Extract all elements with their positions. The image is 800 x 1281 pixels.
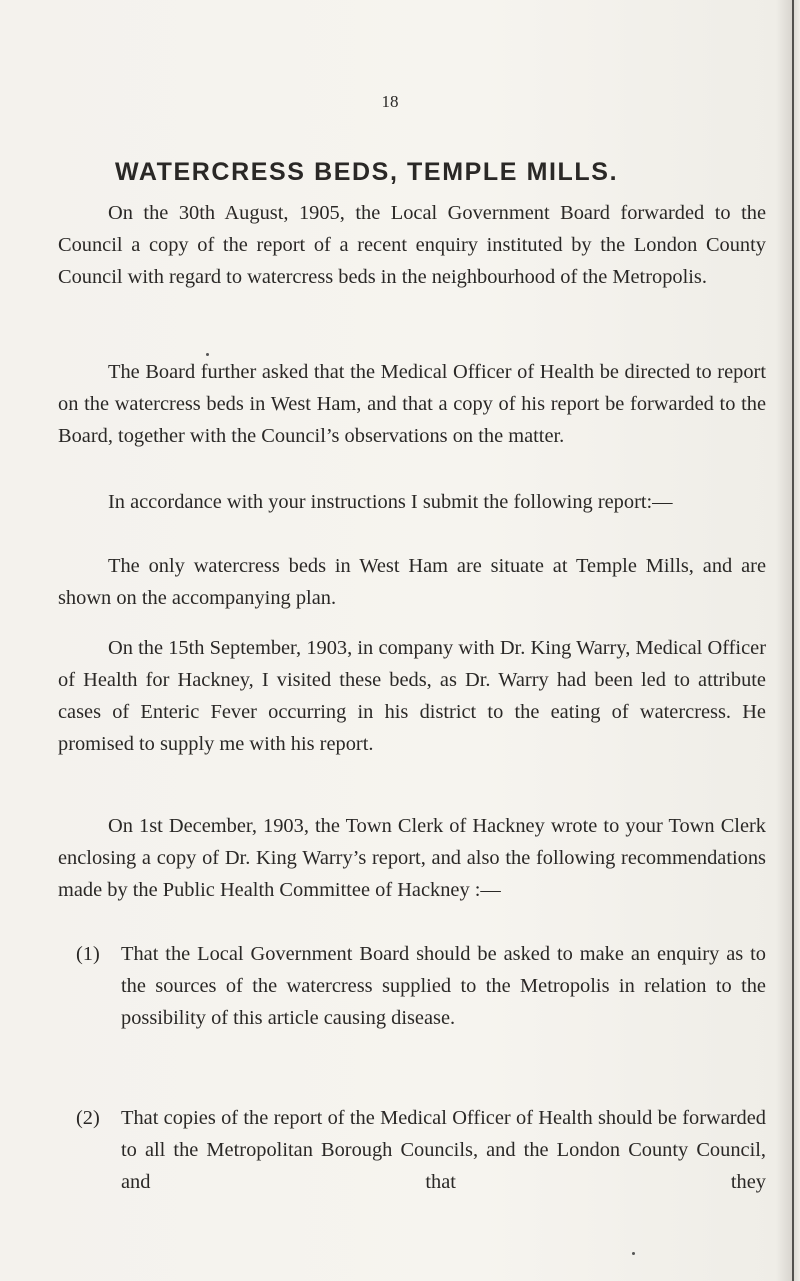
- recommendation-1-text: That the Local Government Board should be asked to make an enquiry as to the sources of the watercress supplied to the Metropolis in relation to the possibility of this article causing disease.: [121, 943, 766, 1029]
- paragraph-2: The Board further asked that the Medical Officer of Health be directed to report on the watercress beds in West Ham, and that a copy of his report be forwarded to the Board, together with the Council’s observations on the matter.: [58, 361, 766, 447]
- recommendation-1-marker: (1): [76, 943, 100, 965]
- recommendation-2-marker: (2): [76, 1107, 100, 1129]
- paragraph-6: On 1st December, 1903, the Town Clerk of Hackney wrote to your Town Clerk enclosing a copy of Dr. King Warry’s report, and also the following recommendations made by the Public Health Committee of Hackney :—: [58, 815, 766, 901]
- section-title: WATERCRESS BEDS, TEMPLE MILLS.: [115, 158, 619, 186]
- paragraph-3: In accordance with your instructions I submit the following report:—: [108, 491, 673, 513]
- paragraph-4: The only watercress beds in West Ham are situate at Temple Mills, and are shown on the accompanying plan.: [58, 555, 766, 609]
- paragraph-1: On the 30th August, 1905, the Local Government Board forwarded to the Council a copy of the report of a recent enquiry instituted by the London County Council with regard to watercress beds in the neighbourhood of the Metropolis.: [58, 202, 766, 288]
- recommendation-2-text: That copies of the report of the Medical Officer of Health should be forwarded to all the Metropolitan Borough Councils, and the London County Council, and that they: [121, 1107, 766, 1193]
- ink-speck: [632, 1252, 635, 1255]
- page-edge-shadow: [792, 0, 794, 1281]
- page-number: 18: [381, 92, 399, 111]
- paragraph-5: On the 15th September, 1903, in company with Dr. King Warry, Medical Officer of Health for Hackney, I visited these beds, as Dr. Warry had been led to attribute cases of Enteric Fever occurring in his district to the eating of watercress. He promised to supply me with his report.: [58, 637, 766, 755]
